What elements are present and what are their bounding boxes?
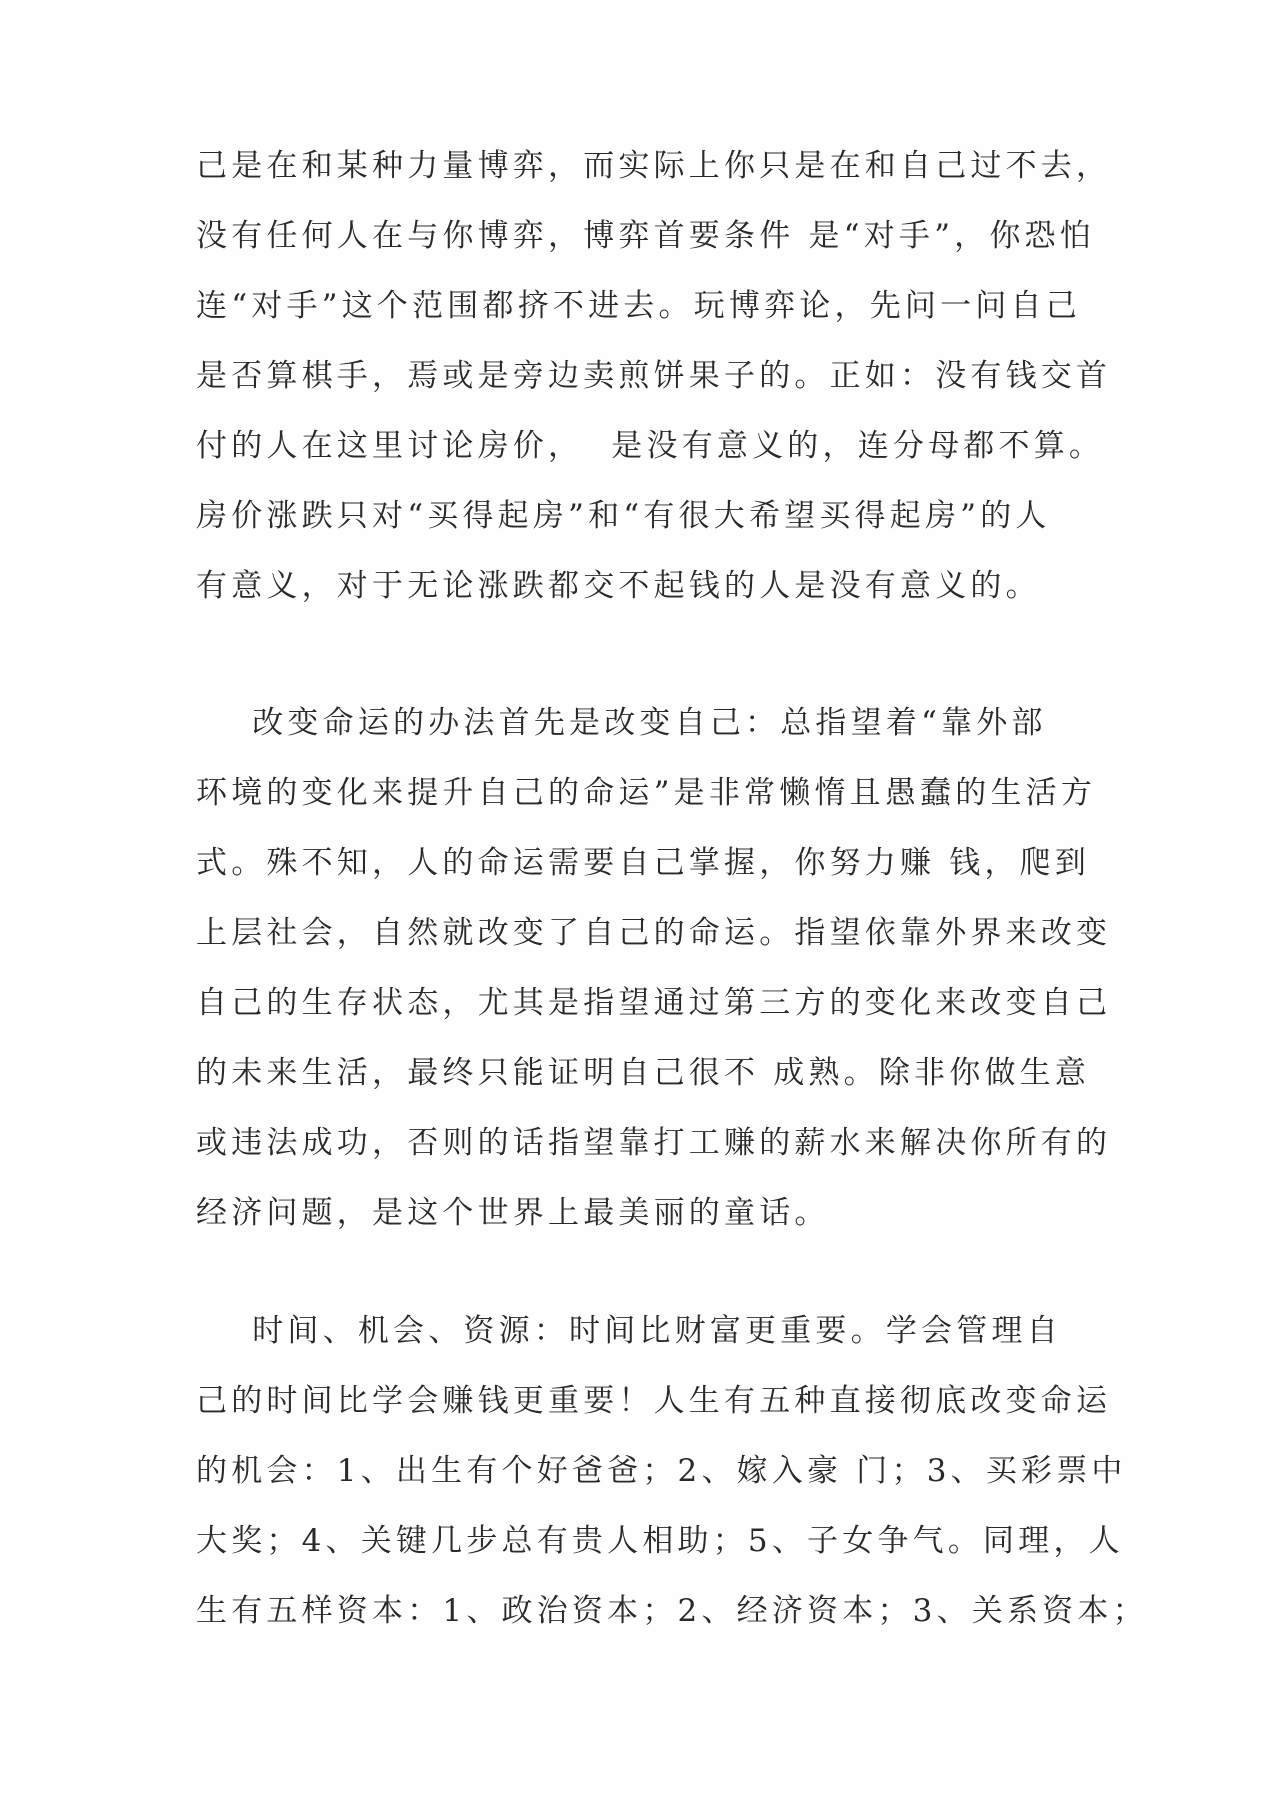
- text-line: 房价涨跌只对“买得起房”和“有很大希望买得起房”的人: [196, 498, 1051, 534]
- text-line: 经济问题，是这个世界上最美丽的童话。: [196, 1195, 830, 1231]
- text-line: 没有任何人在与你博弈，博弈首要条件 是“对手”，你恐怕: [196, 218, 1095, 254]
- text-line: 付的人在这里讨论房价， 是没有意义的，连分母都不算。: [196, 428, 1105, 464]
- text-line: 大奖；4、关键几步总有贵人相助；5、子女争气。同理，人: [196, 1523, 1124, 1559]
- text-line: 己的时间比学会赚钱更重要！人生有五种直接彻底改变命运: [196, 1383, 1112, 1419]
- text-line: 或违法成功，否则的话指望靠打工赚的薪水来解决你所有的: [196, 1125, 1112, 1161]
- text-line: 环境的变化来提升自己的命运”是非常懒惰且愚蠢的生活方: [196, 775, 1097, 811]
- text-line: 生有五样资本：1、政治资本；2、经济资本；3、关系资本；: [196, 1593, 1148, 1629]
- text-line: 的未来生活，最终只能证明自己很不 成熟。除非你做生意: [196, 1055, 1091, 1091]
- text-line: 是否算棋手，焉或是旁边卖煎饼果子的。正如：没有钱交首: [196, 358, 1112, 394]
- text-line: 有意义，对于无论涨跌都交不起钱的人是没有意义的。: [196, 568, 1041, 604]
- text-line: 时间、机会、资源：时间比财富更重要。学会管理自: [196, 1313, 1062, 1349]
- text-line: 自己的生存状态，尤其是指望通过第三方的变化来改变自己: [196, 985, 1112, 1021]
- text-line: 式。殊不知，人的命运需要自己掌握，你努力赚 钱，爬到: [196, 845, 1091, 881]
- text-line: 改变命运的办法首先是改变自己：总指望着“靠外部: [196, 705, 1047, 741]
- text-line: 连“对手”这个范围都挤不进去。玩博弈论，先问一问自己: [196, 288, 1081, 324]
- text-line: 上层社会，自然就改变了自己的命运。指望依靠外界来改变: [196, 915, 1112, 951]
- text-line: 的机会：1、出生有个好爸爸；2、嫁入豪 门；3、买彩票中: [196, 1453, 1127, 1489]
- text-line: 己是在和某种力量博弈，而实际上你只是在和自己过不去，: [196, 148, 1112, 184]
